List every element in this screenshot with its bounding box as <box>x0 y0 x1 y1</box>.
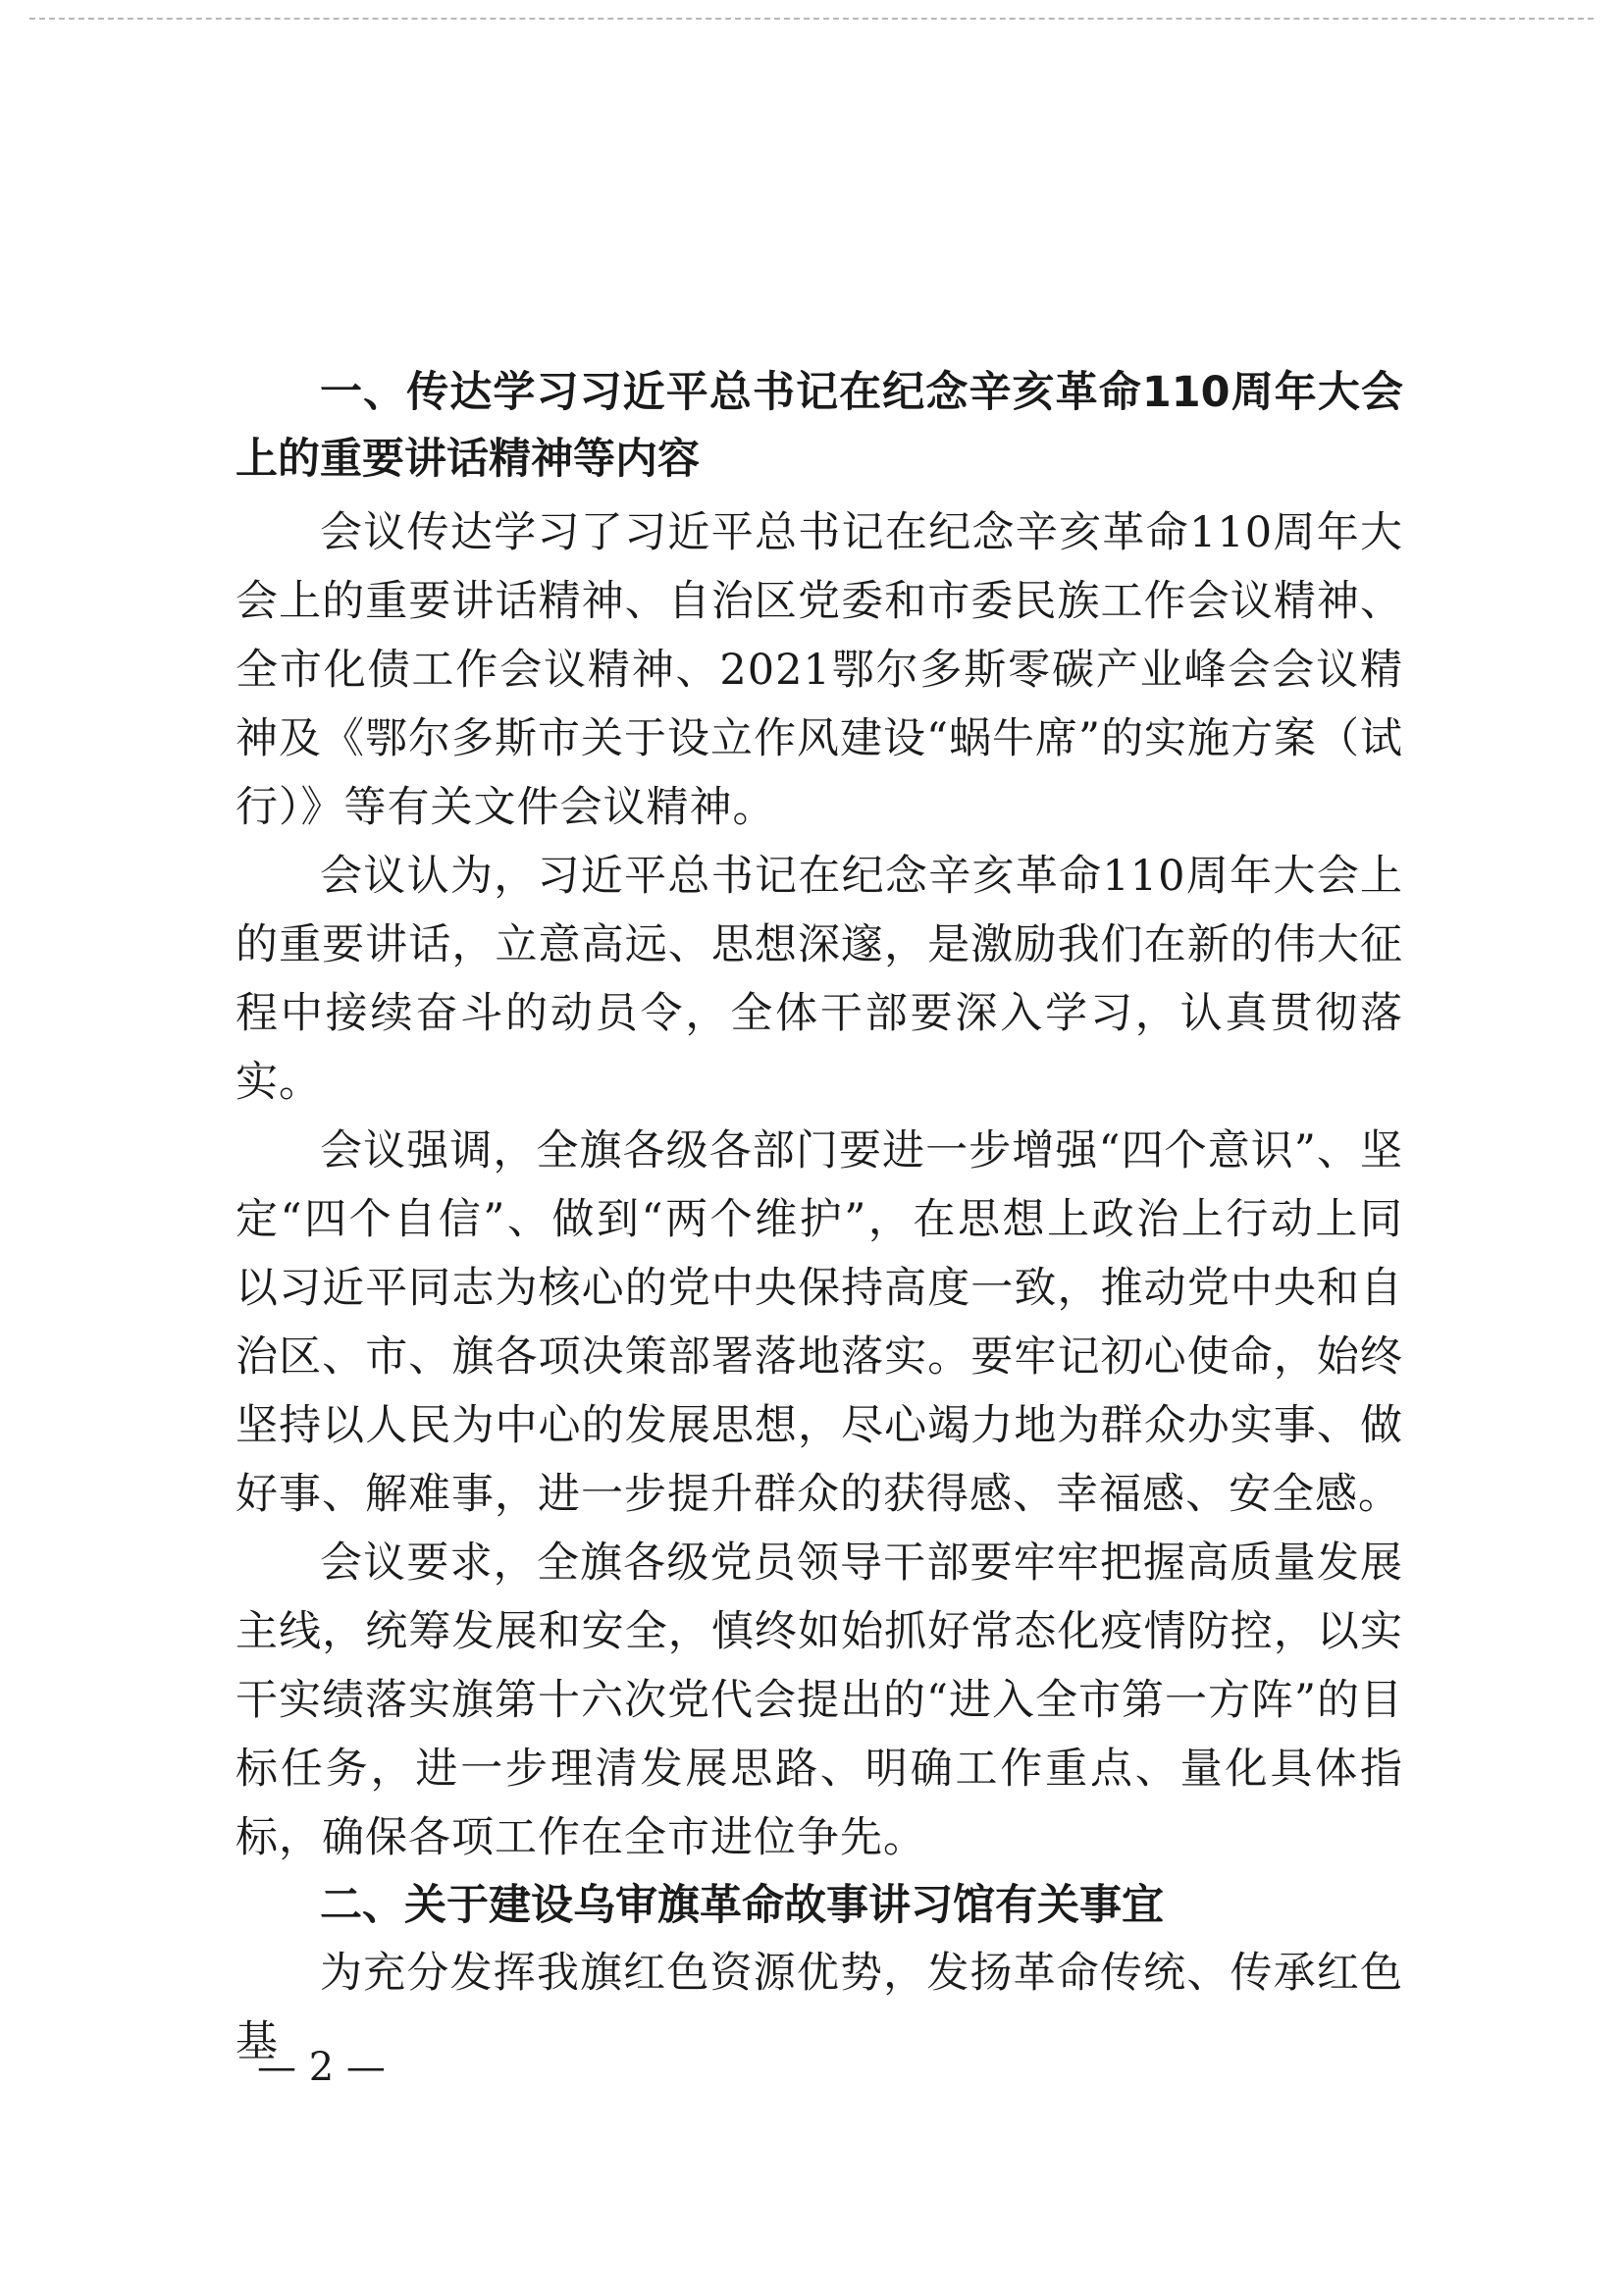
section-2-paragraph-1: 为充分发挥我旗红色资源优势，发扬革命传统、传承红色基 <box>236 1949 1403 2066</box>
page-number: — 2 — <box>257 2045 386 2090</box>
section-1-heading: 一、传达学习习近平总书记在纪念辛亥革命110周年大会上的重要讲话精神等内容 <box>236 368 1403 484</box>
section-1-paragraph-1: 会议传达学习了习近平总书记在纪念辛亥革命110周年大会上的重要讲话精神、自治区党委和市委民族工作会议精神、全市化债工作会议精神、2021鄂尔多斯零碳产业峰会会议精神及《鄂尔多斯市关于设立作风建设“蜗牛席”的实施方案（试行）》等有关文件会议精神。 <box>236 508 1403 832</box>
section-1-paragraph-3: 会议强调，全旗各级各部门要进一步增强“四个意识”、坚定“四个自信”、做到“两个维护”，在思想上政治上行动上同以习近平同志为核心的党中央保持高度一致，推动党中央和自治区、市、旗各项决策部署落地落实。要牢记初心使命，始终坚持以人民为中心的发展思想，尽心竭力地为群众办实事、做好事、解难事，进一步提升群众的获得感、幸福感、安全感。 <box>236 1126 1403 1519</box>
scan-top-edge <box>29 18 1594 20</box>
document-body <box>236 359 1403 2076</box>
section-1-paragraph-4: 会议要求，全旗各级党员领导干部要牢牢把握高质量发展主线，统筹发展和安全，慎终如始抓好常态化疫情防控，以实干实绩落实旗第十六次党代会提出的“进入全市第一方阵”的目标任务，进一步理清发展思路、明确工作重点、量化具体指标，确保各项工作在全市进位争先。 <box>236 1539 1403 1862</box>
section-1-paragraph-2: 会议认为，习近平总书记在纪念辛亥革命110周年大会上的重要讲话，立意高远、思想深邃，是激励我们在新的伟大征程中接续奋斗的动员令，全体干部要深入学习，认真贯彻落实。 <box>236 852 1403 1107</box>
section-2-heading: 二、关于建设乌审旗革命故事讲习馆有关事宜 <box>320 1881 1164 1930</box>
